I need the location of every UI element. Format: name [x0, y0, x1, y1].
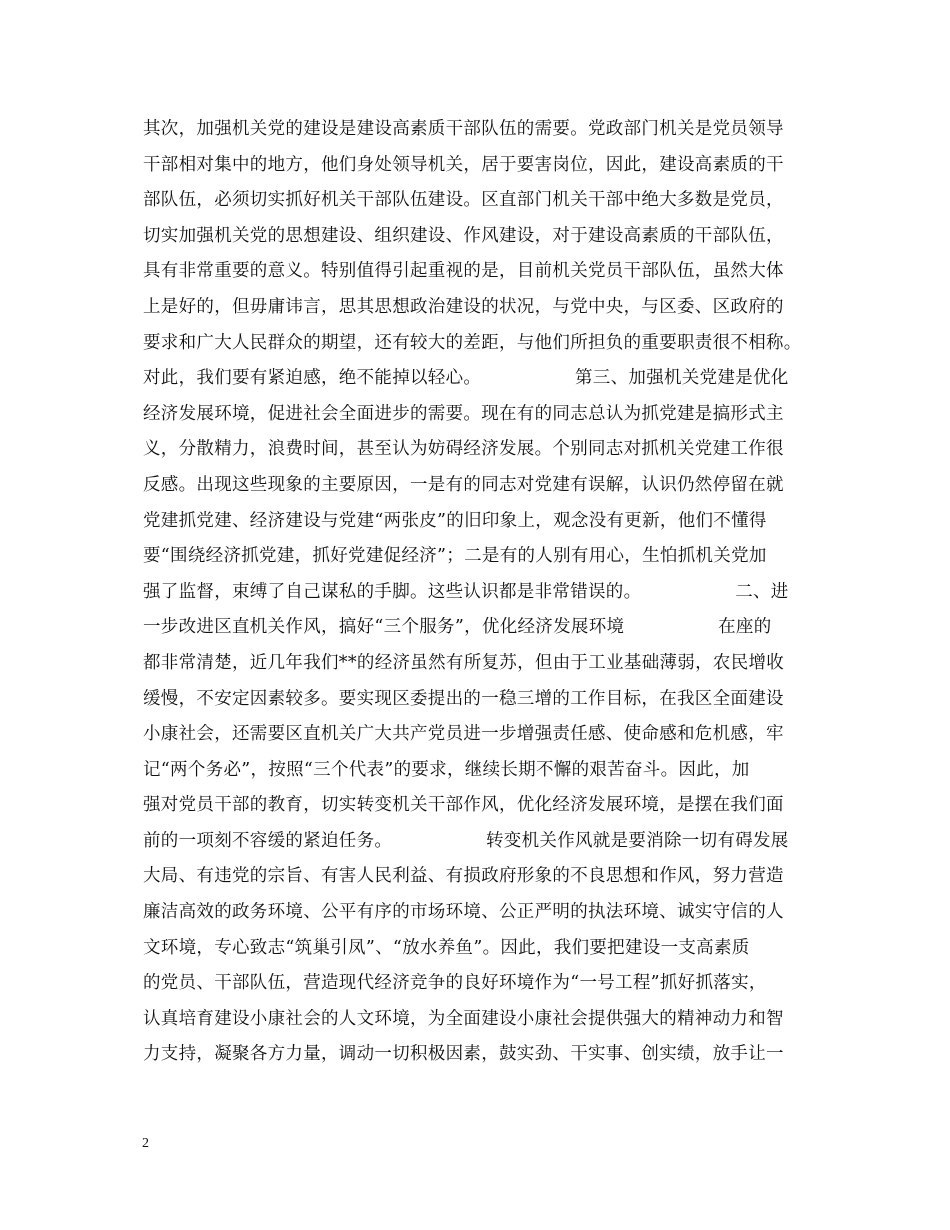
text-line: 一步改进区直机关作风，搞好“三个服务”，优化经济发展环境 在座的 [143, 617, 772, 638]
text-line: 部队伍，必须切实抓好机关干部队伍建设。区直部门机关干部中绝大多数是党员， [143, 190, 784, 211]
text-line: 要求和广大人民群众的期望，还有较大的差距，与他们所担负的重要职责很不相称。 [143, 332, 802, 353]
text-line: 记“两个务必”，按照“三个代表”的要求，继续长期不懈的艰苦奋斗。因此，加 [143, 759, 750, 780]
text-line: 力支持，凝聚各方力量，调动一切积极因素，鼓实劲、干实事、创实绩，放手让一 [143, 1044, 784, 1065]
text-line: 要“围绕经济抓党建，抓好党建促经济”；二是有的人别有用心，生怕抓机关党加 [143, 546, 767, 567]
text-line: 义，分散精力，浪费时间，甚至认为妨碍经济发展。个别同志对抓机关党建工作很 [143, 439, 784, 460]
text-line: 认真培育建设小康社会的人文环境，为全面建设小康社会提供强大的精神动力和智 [143, 1008, 784, 1029]
text-line: 廉洁高效的政务环境、公平有序的市场环境、公正严明的执法环境、诚实守信的人 [143, 902, 784, 923]
text-line: 切实加强机关党的思想建设、组织建设、作风建设，对于建设高素质的干部队伍， [143, 225, 784, 246]
text-line: 经济发展环境，促进社会全面进步的需要。现在有的同志总认为抓党建是搞形式主 [143, 403, 784, 424]
body-text [143, 112, 833, 1073]
text-line: 文环境，专心致志“筑巢引凤”、“放水养鱼”。因此，我们要把建设一支高素质 [143, 937, 750, 958]
text-line: 缓慢，不安定因素较多。要实现区委提出的一稳三增的工作目标，在我区全面建设 [143, 688, 784, 709]
text-line: 干部相对集中的地方，他们身处领导机关，居于要害岗位，因此，建设高素质的干 [143, 154, 784, 175]
text-line: 前的一项刻不容缓的紧迫任务。 转变机关作风就是要消除一切有碍发展 [143, 830, 789, 851]
text-line: 其次，加强机关党的建设是建设高素质干部队伍的需要。党政部门机关是党员领导 [143, 119, 784, 139]
text-line: 小康社会，还需要区直机关广大共产党员进一步增强责任感、使命感和危机感，牢 [143, 724, 784, 745]
text-line: 都非常清楚，近几年我们**的经济虽然有所复苏，但由于工业基础薄弱，农民增收 [143, 652, 785, 673]
text-line: 对此，我们要有紧迫感，绝不能掉以轻心。 第三、加强机关党建是优化 [143, 368, 789, 389]
text-line: 强对党员干部的教育，切实转变机关干部作风，优化经济发展环境，是摆在我们面 [143, 795, 784, 816]
text-line: 上是好的，但毋庸讳言，思其思想政治建设的状况，与党中央，与区委、区政府的 [143, 296, 784, 317]
text-line: 的党员、干部队伍，营造现代经济竞争的良好环境作为“一号工程”抓好抓落实， [143, 973, 767, 994]
page-number: 2 [142, 1136, 149, 1151]
text-line: 强了监督，束缚了自己谋私的手脚。这些认识都是非常错误的。 二、进 [143, 581, 789, 602]
text-line: 具有非常重要的意义。特别值得引起重视的是，目前机关党员干部队伍，虽然大体 [143, 261, 784, 282]
text-line: 党建抓党建、经济建设与党建“两张皮”的旧印象上，观念没有更新，他们不懂得 [143, 510, 767, 531]
text-line: 大局、有违党的宗旨、有害人民利益、有损政府形象的不良思想和作风，努力营造 [143, 866, 784, 887]
text-line: 反感。出现这些现象的主要原因，一是有的同志对党建有误解，认识仍然停留在就 [143, 474, 784, 495]
